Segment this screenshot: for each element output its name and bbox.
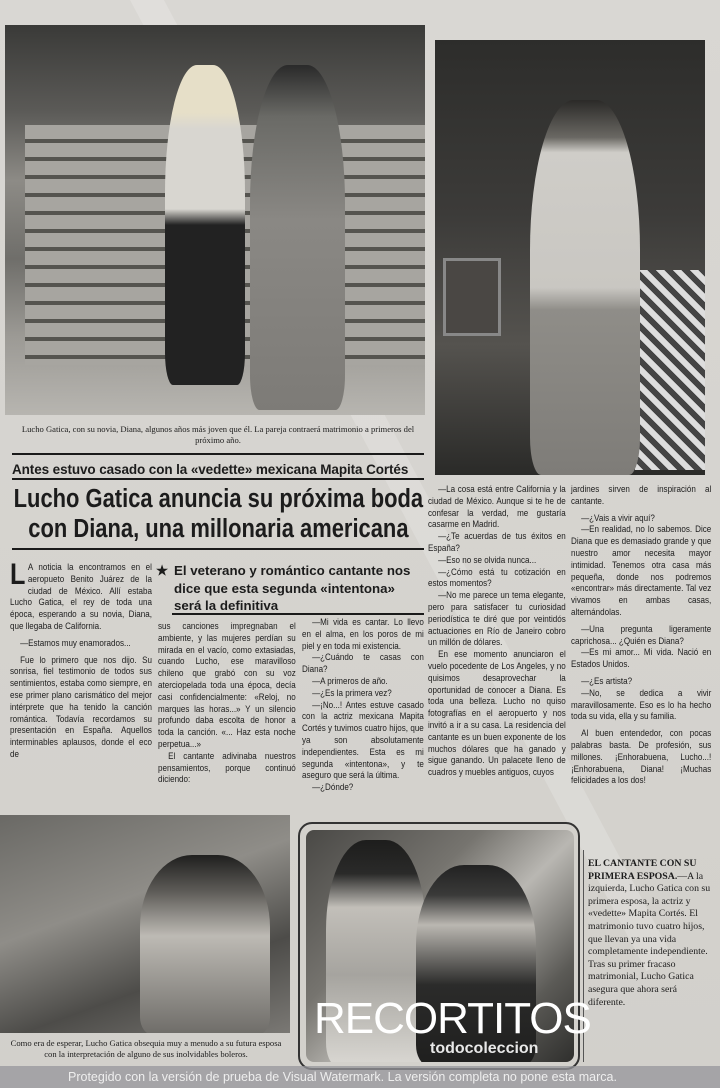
paragraph: —¿Cómo está tu cotización en estos momentos? — [428, 566, 566, 590]
paragraph: jardines sirven de inspiración al cantante. — [571, 484, 712, 507]
paragraph: —No me parece un tema elegante, pero para satisfacer tu curiosidad periodística te diré que por veintidós actuaciones en Río de Janeiro cobro un millón de dólares. — [428, 590, 566, 649]
paragraph: —Eso no se olvida nunca... — [438, 554, 537, 566]
watermark-todocoleccion: todocoleccion — [430, 1040, 539, 1057]
paragraph: sus canciones impregnaban el ambiente, y las mujeres perdían su mirada en el vacío, como extasiadas, cuando Lucho, ese maravilloso chileno que grabó con su voz aterciopelada toda una época, decía casi confidencialmente: «Reloj, no marques las horas...» Y un silencio profundo daba escolta de honor a toda la canción. «... Haz esta noche perpetua...» — [158, 621, 296, 750]
paragraph: Fue lo primero que nos dijo. Su sonrisa, fiel testimonio de todos sus sentimientos, estaba como siempre, en ese primer plano carismático del mejor intérprete que ha tenido la canción romántica. Todavía recordamos su presentación en España. Aquellos interminables aplausos, donde el eco de — [10, 654, 152, 760]
paragraph: —No, se dedica a vivir maravillosamente. Eso es lo ha hecho toda su vida, ella y su familia. — [571, 687, 712, 723]
paragraph: —La cosa está entre California y la ciudad de México. Aunque si te he de confesar la verdad, me gustaría casarme en Madrid. — [428, 484, 566, 531]
divider — [12, 453, 424, 455]
top-photo-caption: Lucho Gatica, con su novia, Diana, algunos años más joven que él. La pareja contraerá matrimonio a primeros del próximo año. — [21, 424, 415, 445]
side-caption-title: EL CANTANTE CON SU PRIMERA ESPOSA. — [588, 858, 697, 882]
divider — [12, 548, 424, 550]
divider — [12, 478, 424, 480]
paragraph: —A primeros de año. — [312, 675, 388, 687]
paragraph: —¡No...! Antes estuve casado con la actriz mexicana Mapita Cortés y tuvimos cuatro hijos, que ya son absolutamente independientes. Esta es mi segunda «intentona», y te aseguro que será la última. — [302, 699, 424, 782]
subheadline: Antes estuvo casado con la «vedette» mexicana Mapita Cortés — [12, 462, 409, 477]
paragraph: —Es mi amor... Mi vida. Nació en Estados Unidos. — [571, 647, 712, 671]
paragraph: —Estamos muy enamorados... — [20, 637, 131, 649]
dropcap: L — [10, 558, 26, 591]
paragraph: —¿Dónde? — [312, 782, 354, 794]
paragraph: —¿Vais a vivir aquí? — [581, 512, 655, 524]
photo-lucho-playing-guitar — [0, 815, 290, 1033]
article-column-4 — [428, 484, 566, 779]
paragraph: Al buen entendedor, con pocas palabras basta. De profesión, sus millones. ¡Enhorabuena, Lucho...! ¡Enhorabuena, Diana! ¡Muchas felicidades a los dos! — [571, 728, 712, 787]
paragraph: —Mi vida es cantar. Lo llevo en el alma, en los poros de mi piel y en toda mi existencia. — [302, 617, 424, 652]
divider — [172, 613, 424, 615]
kicker-text: El veterano y romántico cantante nos dice que esta segunda «intentona» será la definitiva — [174, 563, 411, 613]
paragraph: —¿Cuándo te casas con Diana? — [302, 652, 424, 676]
side-caption — [588, 858, 712, 1009]
side-caption-text: —A la izquierda, Lucho Gatica con su primera esposa, la actriz y «vedette» Mapita Cortés. El matrimonio tuvo cuatro hijos, que llevan ya una vida completamente independiente. Tras su primer fracaso matrimonial, Lucho Gatica asegura que ahora será diferente. — [588, 870, 711, 1008]
article-column-5 — [571, 484, 711, 787]
woman-figure — [165, 65, 245, 385]
photo-couple-on-stairs — [5, 25, 425, 415]
watermark-recortitos: RECORTITOS — [314, 994, 591, 1043]
paragraph: —¿Te acuerdas de tus éxitos en España? — [428, 531, 566, 554]
article-column-3 — [302, 617, 424, 794]
photo-lucho-at-home — [435, 40, 705, 475]
article-column-2 — [158, 621, 296, 786]
star-icon: ★ — [156, 563, 168, 578]
paragraph: —¿Es la primera vez? — [312, 687, 392, 699]
headline: Lucho Gatica anuncia su próxima boda con Diana, una millonaria americana — [13, 485, 424, 543]
bottom-left-caption: Como era de esperar, Lucho Gatica obsequia muy a menudo a su futura esposa con la interpretación de alguno de sus inolvidables boleros. — [10, 1038, 282, 1059]
tiled-stairs — [635, 270, 705, 470]
man-with-guitar — [140, 855, 270, 1033]
paragraph: —¿Es artista? — [581, 675, 633, 687]
man-figure — [530, 100, 640, 475]
paragraph: A noticia la encontramos en el aeropueto Benito Juárez de la ciudad de México. Allí estaba Lucho Gatica, el rey de toda una época, esperando a su novia, Diana, que llegaba de California. — [10, 562, 152, 632]
paragraph: —En realidad, no lo sabemos. Dice Diana que es demasiado grande y que nuestro amor necesita mayor intimidad. Tenemos otra casa más pequeña, donde nos podremos «encontrar» más directamente. Tal vez vivamos en ambas casas, alternándolas. — [571, 524, 712, 618]
paragraph: El cantante adivinaba nuestros pensamientos, porque continuó diciendo: — [158, 750, 296, 786]
paragraph: —Una pregunta ligeramente caprichosa... ¿Quién es Diana? — [571, 623, 712, 647]
article-column-1 — [10, 558, 152, 761]
kicker — [156, 562, 425, 615]
watermark-notice: Protegido con la versión de prueba de Visual Watermark. La versión completa no pone esta marca. — [0, 1066, 720, 1088]
framed-painting — [443, 258, 501, 336]
man-figure — [250, 65, 345, 410]
paragraph: En ese momento anunciaron el vuelo pocedente de Los Angeles, y no quisimos desaprovechar la oportunidad de conocer a Diana. Es toda una belleza. Lucho no quiso fotografías en el aeropuerto y nos invitó a ir a su casa. La residencia del cantante es un buen exponente de los muchos dólares que ha ganado y sigue ganando. Un palacete lleno de cuadros y muebles antiguos, cuyos — [428, 649, 566, 779]
